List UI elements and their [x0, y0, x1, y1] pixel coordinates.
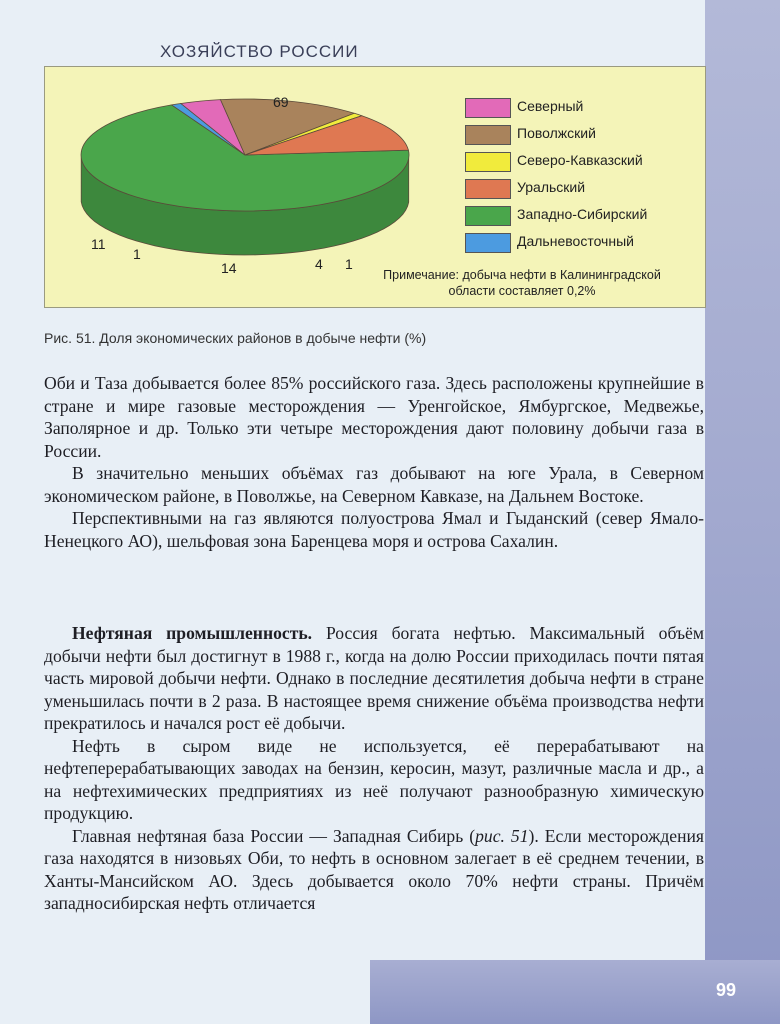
paragraph [44, 622, 704, 735]
paragraph: Нефть в сыром виде не используется, её перерабатывают на нефтеперерабатывающих заводах на бензин, керосин, мазут, различные масла и др., а на нефтехимических предприятиях из неё получают разнообразную химическую продукцию. [44, 735, 704, 823]
pie-data-label: 69 [273, 94, 289, 110]
body-text-oil [44, 622, 704, 915]
figure-reference: рис. 51 [475, 825, 529, 846]
pie-data-label: 1 [133, 246, 141, 262]
paragraph-text: ). Если месторождения газа находятся в низовьях Оби, то нефть в основном залегает в её среднем течении, в Ханты-Мансийском АО. Здесь добывается около 70% нефти страны. Причём западносибирская нефть отличается [44, 825, 705, 913]
legend-item [465, 97, 705, 117]
map-margin-strip [705, 0, 780, 1024]
legend-label: Дальневосточный [517, 233, 634, 249]
paragraph: В значительно меньших объёмах газ добывают на юге Урала, в Северном экономическом районе, в Поволжье, на Северном Кавказе, на Дальнем Востоке. [44, 463, 704, 506]
paragraph-text: Россия богата нефтью. Максимальный объём добычи нефти был достигнут в 1988 г., когда на долю России приходилась почти пятая часть мировой добычи нефти. Однако в последние десятилетия добыча нефти в стране уменьшилась почти в 2 раза. В настоящее время снижение объёма производства нефти прекратилось и начался рост её добычи. [44, 623, 704, 733]
pie-data-label: 4 [315, 256, 323, 272]
legend-label: Северный [517, 98, 584, 114]
figure-box [44, 66, 706, 308]
section-heading: Нефтяная промышленность. [72, 623, 313, 643]
figure-caption: Рис. 51. Доля экономических районов в добыче нефти (%) [44, 330, 427, 346]
paragraph [44, 825, 704, 915]
legend-swatch [465, 125, 511, 145]
legend-item [465, 232, 705, 252]
paragraph-text: Главная нефтяная база России — Западная Сибирь ( [72, 825, 476, 846]
body-text [44, 372, 704, 552]
chart-note: Примечание: добыча нефти в Калининградской области составляет 0,2% [383, 268, 661, 298]
legend-item [465, 124, 705, 144]
paragraph: Оби и Таза добывается более 85% российского газа. Здесь расположены крупнейшие в стране и мире газовые месторождения — Уренгойское, Ямбургское, Медвежье, Заполярное и др. Только эти четыре месторождения дают половину добычи газа в России. [44, 373, 704, 461]
legend-label: Поволжский [517, 125, 596, 141]
legend-swatch [465, 179, 511, 199]
legend-swatch [465, 152, 511, 172]
legend-item [465, 151, 705, 171]
legend-swatch [465, 206, 511, 226]
legend-swatch [465, 233, 511, 253]
legend-label: Западно-Сибирский [517, 206, 648, 222]
legend-item [465, 178, 705, 198]
legend-item [465, 205, 705, 225]
legend-label: Уральский [517, 179, 586, 195]
legend-swatch [465, 98, 511, 118]
pie-data-label: 11 [91, 236, 106, 252]
section-title: ХОЗЯЙСТВО РОССИИ [160, 42, 359, 61]
legend-label: Северо-Кавказский [517, 152, 643, 168]
paragraph: Перспективными на газ являются полуострова Ямал и Гыданский (север Ямало-Ненецкого АО), шельфовая зона Баренцева моря и острова Сахалин. [44, 508, 704, 551]
pie-data-label: 14 [221, 260, 237, 276]
page-number: 99 [716, 980, 737, 1000]
pie-data-label: 1 [345, 256, 353, 272]
